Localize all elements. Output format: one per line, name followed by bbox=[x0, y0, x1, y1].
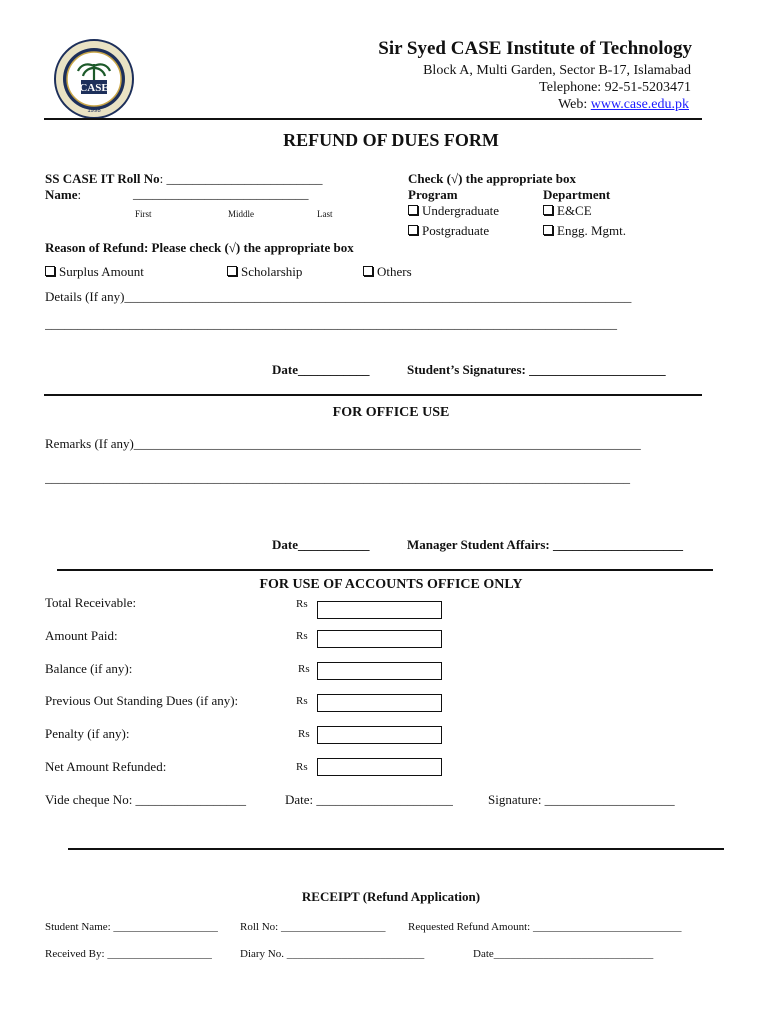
receipt-heading: RECEIPT (Refund Application) bbox=[301, 889, 481, 904]
header-divider bbox=[44, 118, 702, 120]
institute-telephone: Telephone: 92-51-5203471 bbox=[539, 80, 691, 95]
svg-text:CASE: CASE bbox=[79, 82, 109, 94]
roll-number-blank: : ________________________ bbox=[159, 171, 323, 186]
institute-logo bbox=[53, 38, 135, 120]
receipt-diary-no-field[interactable]: Diary No. _________________________ bbox=[240, 948, 425, 960]
currency-label: Rs bbox=[296, 761, 308, 773]
institute-name: Sir Syed CASE Institute of Technology bbox=[378, 38, 692, 59]
engg-mgmt-label: Engg. Mgmt. bbox=[557, 223, 626, 238]
ece-checkbox[interactable] bbox=[543, 205, 553, 215]
name-field[interactable] bbox=[45, 187, 81, 203]
currency-label: Rs bbox=[296, 630, 308, 642]
penalty-input[interactable] bbox=[317, 726, 442, 744]
others-checkbox[interactable] bbox=[363, 266, 373, 276]
receipt-date-field[interactable]: Date_____________________________ bbox=[473, 948, 654, 960]
balance-label: Balance (if any): bbox=[45, 661, 133, 676]
cheque-number-field[interactable]: Vide cheque No: _________________ bbox=[45, 792, 247, 807]
surplus-label: Surplus Amount bbox=[59, 264, 144, 279]
balance-input[interactable] bbox=[317, 662, 442, 680]
engg-mgmt-checkbox[interactable] bbox=[543, 225, 553, 235]
reason-heading: Reason of Refund: Please check (√) the appropriate box bbox=[45, 240, 354, 255]
first-name-caption: First bbox=[135, 209, 152, 219]
total-receivable-input[interactable] bbox=[317, 601, 442, 619]
undergraduate-option[interactable] bbox=[408, 203, 499, 219]
details-line-2[interactable]: ________________________________________________________________________________________ bbox=[45, 316, 617, 331]
receipt-divider bbox=[68, 848, 724, 850]
name-label: Name bbox=[45, 187, 78, 202]
check-heading: Check (√) the appropriate box bbox=[408, 171, 576, 186]
website-link[interactable]: www.case.edu.pk bbox=[590, 97, 689, 112]
name-colon: : bbox=[77, 187, 82, 202]
postgraduate-option[interactable] bbox=[408, 223, 489, 239]
postgraduate-label: Postgraduate bbox=[422, 223, 490, 238]
details-field[interactable]: Details (If any)______________________________________________________________________________ bbox=[45, 289, 632, 304]
currency-label: Rs bbox=[298, 663, 310, 675]
postgraduate-checkbox[interactable] bbox=[408, 225, 418, 235]
program-label: Program bbox=[408, 187, 458, 202]
office-use-heading: FOR OFFICE USE bbox=[332, 405, 450, 420]
middle-name-caption: Middle bbox=[228, 209, 254, 219]
office-date-field[interactable]: Date___________ bbox=[272, 537, 370, 552]
last-name-caption: Last bbox=[317, 209, 333, 219]
receipt-student-name-field[interactable]: Student Name: ___________________ bbox=[45, 921, 218, 933]
institute-web bbox=[558, 97, 689, 113]
others-label: Others bbox=[377, 264, 412, 279]
currency-label: Rs bbox=[296, 598, 308, 610]
undergraduate-label: Undergraduate bbox=[422, 203, 500, 218]
institute-address: Block A, Multi Garden, Sector B-17, Islamabad bbox=[423, 63, 691, 78]
student-signature-field[interactable]: Student’s Signatures: _____________________ bbox=[407, 362, 666, 377]
receipt-requested-amount-field[interactable]: Requested Refund Amount: ___________________________ bbox=[408, 921, 682, 933]
roll-number-label: SS CASE IT Roll No bbox=[45, 171, 160, 186]
scholarship-option[interactable] bbox=[227, 264, 302, 280]
surplus-checkbox[interactable] bbox=[45, 266, 55, 276]
accounts-signature-field[interactable]: Signature: ____________________ bbox=[488, 792, 675, 807]
currency-label: Rs bbox=[296, 695, 308, 707]
amount-paid-label: Amount Paid: bbox=[45, 628, 118, 643]
previous-dues-input[interactable] bbox=[317, 694, 442, 712]
accounts-divider bbox=[57, 569, 713, 571]
svg-text:1998: 1998 bbox=[87, 108, 101, 114]
scholarship-checkbox[interactable] bbox=[227, 266, 237, 276]
surplus-option[interactable] bbox=[45, 264, 144, 280]
form-title: REFUND OF DUES FORM bbox=[283, 130, 499, 150]
penalty-label: Penalty (if any): bbox=[45, 726, 130, 741]
receipt-roll-no-field[interactable]: Roll No: ___________________ bbox=[240, 921, 386, 933]
ece-label: E&CE bbox=[557, 203, 592, 218]
student-date-field[interactable]: Date___________ bbox=[272, 362, 370, 377]
manager-signature-field[interactable]: Manager Student Affairs: ____________________ bbox=[407, 537, 684, 552]
office-divider bbox=[44, 394, 702, 396]
name-blank: ___________________________ bbox=[133, 186, 309, 201]
roll-number-field[interactable] bbox=[45, 171, 323, 187]
remarks-line-2[interactable]: __________________________________________________________________________________________ bbox=[45, 470, 630, 485]
department-label: Department bbox=[543, 187, 611, 202]
web-label: Web: bbox=[558, 97, 591, 112]
remarks-field[interactable]: Remarks (If any)______________________________________________________________________________ bbox=[45, 436, 641, 451]
total-receivable-label: Total Receivable: bbox=[45, 595, 137, 610]
net-refunded-label: Net Amount Refunded: bbox=[45, 759, 167, 774]
accounts-heading: FOR USE OF ACCOUNTS OFFICE ONLY bbox=[259, 577, 523, 592]
scholarship-label: Scholarship bbox=[241, 264, 303, 279]
amount-paid-input[interactable] bbox=[317, 630, 442, 648]
previous-dues-label: Previous Out Standing Dues (if any): bbox=[45, 693, 239, 708]
engg-mgmt-option[interactable] bbox=[543, 223, 626, 239]
receipt-received-by-field[interactable]: Received By: ___________________ bbox=[45, 948, 212, 960]
ece-option[interactable] bbox=[543, 203, 592, 219]
accounts-date-field[interactable]: Date: _____________________ bbox=[285, 792, 453, 807]
net-refunded-input[interactable] bbox=[317, 758, 442, 776]
others-option[interactable] bbox=[363, 264, 412, 280]
currency-label: Rs bbox=[298, 728, 310, 740]
undergraduate-checkbox[interactable] bbox=[408, 205, 418, 215]
